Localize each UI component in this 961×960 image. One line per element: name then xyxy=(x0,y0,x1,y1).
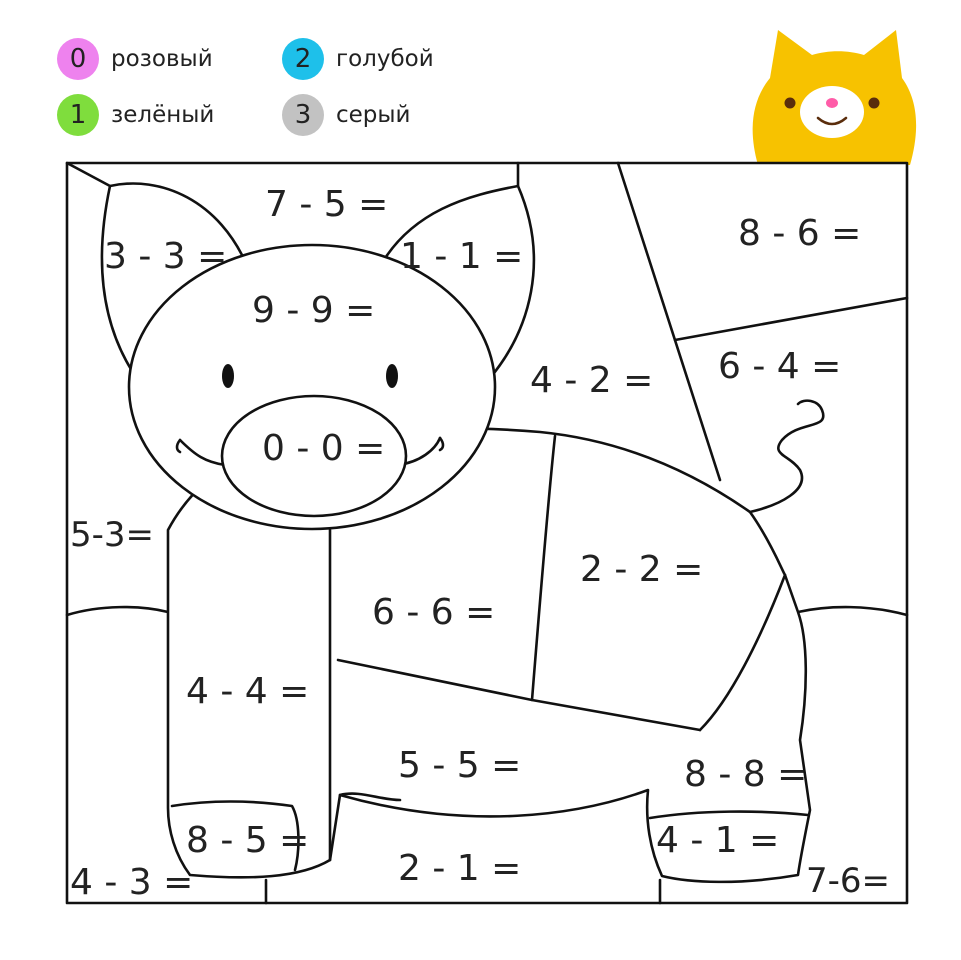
equation-bottom-left: 4 - 3 = xyxy=(70,862,194,903)
equation-right-upper: 6 - 4 = xyxy=(718,346,842,387)
equation-back-leg: 8 - 8 = xyxy=(684,754,808,795)
equation-front-leg: 4 - 4 = xyxy=(186,671,310,712)
pink-swatch: 0 xyxy=(57,38,99,80)
equation-back-hoof: 4 - 1 = xyxy=(656,820,780,861)
equation-top-right: 8 - 6 = xyxy=(738,213,862,254)
legend-label-gray: серый xyxy=(336,102,411,128)
gray-swatch: 3 xyxy=(282,94,324,136)
equation-mid-background: 4 - 2 = xyxy=(530,360,654,401)
equation-body-front: 6 - 6 = xyxy=(372,592,496,633)
equation-bottom-center: 2 - 1 = xyxy=(398,848,522,889)
equation-front-hoof: 8 - 5 = xyxy=(186,820,310,861)
legend-label-blue: голубой xyxy=(336,46,434,72)
equation-body-back: 2 - 2 = xyxy=(580,549,704,590)
legend-label-green: зелёный xyxy=(111,102,215,128)
green-swatch: 1 xyxy=(57,94,99,136)
blue-swatch: 2 xyxy=(282,38,324,80)
equation-belly: 5 - 5 = xyxy=(398,745,522,786)
equation-snout: 0 - 0 = xyxy=(262,428,386,469)
equation-left-side: 5-3= xyxy=(70,515,155,555)
cat-icon xyxy=(753,30,916,165)
equation-right-ear: 1 - 1 = xyxy=(400,236,524,277)
equation-left-ear: 3 - 3 = xyxy=(104,236,228,277)
equation-forehead: 9 - 9 = xyxy=(252,290,376,331)
equation-bottom-right: 7-6= xyxy=(806,861,891,901)
legend-label-pink: розовый xyxy=(111,46,213,72)
equation-top-center: 7 - 5 = xyxy=(265,184,389,225)
